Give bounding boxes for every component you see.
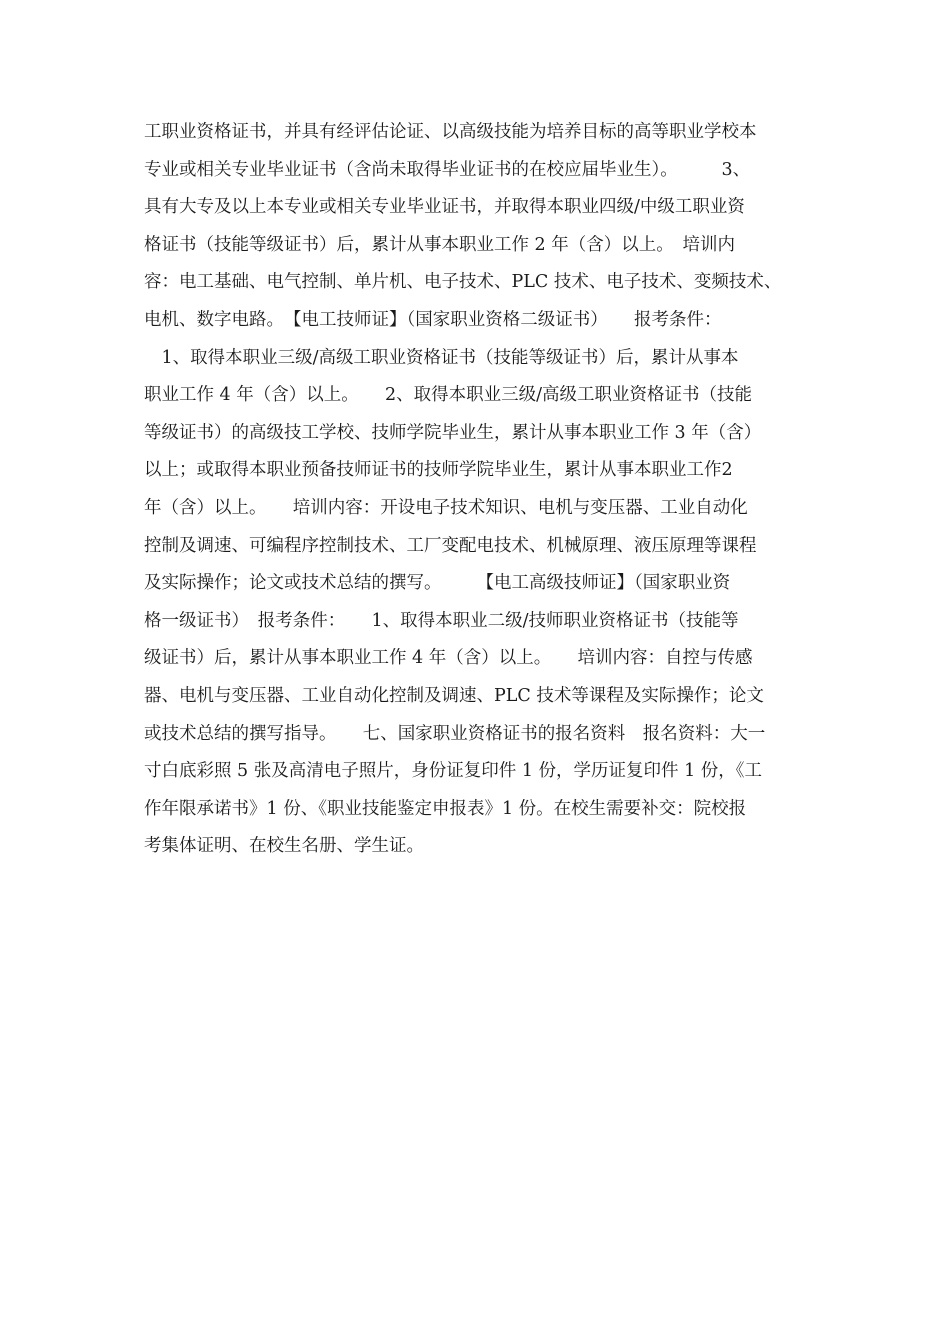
body-text [144,114,814,866]
text-line: 或技术总结的撰写指导。 七、国家职业资格证书的报名资料 报名资料：大一 [144,723,766,744]
text-line: 容：电工基础、电气控制、单片机、电子技术、PLC 技术、电子技术、变频技术、 [144,272,782,293]
text-line: 控制及调速、可编程序控制技术、工厂变配电技术、机械原理、液压原理等课程 [144,535,757,556]
text-line: 职业工作 4 年（含）以上。 2、取得本职业三级/高级工职业资格证书（技能 [144,385,753,406]
text-line: 器、电机与变压器、工业自动化控制及调速、PLC 技术等课程及实际操作；论文 [144,685,764,706]
text-line: 级证书）后，累计从事本职业工作 4 年（含）以上。 培训内容：自控与传感 [144,648,753,669]
text-line: 考集体证明、在校生名册、学生证。 [144,836,424,857]
text-line: 工职业资格证书，并具有经评估论证、以高级技能为培养目标的高等职业学校本 [144,122,757,142]
text-line: 作年限承诺书》1 份、《职业技能鉴定申报表》1 份。在校生需要补交：院校报 [144,798,747,819]
text-line: 以上；或取得本职业预备技师证书的技师学院毕业生，累计从事本职业工作2 [144,460,733,481]
text-line: 电机、数字电路。 【电工技师证】（国家职业资格二级证书） 报考条件： [144,309,722,330]
text-line: 专业或相关专业毕业证书（含尚未取得毕业证书的在校应届毕业生）。 3、 [144,159,751,180]
text-line: 格一级证书） 报考条件： 1、取得本职业二级/技师职业资格证书（技能等 [144,610,739,631]
text-line: 具有大专及以上本专业或相关专业毕业证书，并取得本职业四级/中级工职业资 [144,197,745,218]
text-line: 寸白底彩照 5 张及高清电子照片，身份证复印件 1 份，学历证复印件 1 份，《工 [144,761,763,782]
text-line: 年（含）以上。 培训内容：开设电子技术知识、电机与变压器、工业自动化 [144,497,748,518]
text-line: 等级证书）的高级技工学校、技师学院毕业生，累计从事本职业工作 3 年（含） [144,422,762,443]
text-line: 及实际操作；论文或技术总结的撰写。 【电工高级技师证】（国家职业资 [144,573,731,594]
text-line: 1、取得本职业三级/高级工职业资格证书（技能等级证书）后，累计从事本 [144,347,739,368]
text-line: 格证书（技能等级证书）后，累计从事本职业工作 2 年（含）以上。 培训内 [144,234,736,255]
